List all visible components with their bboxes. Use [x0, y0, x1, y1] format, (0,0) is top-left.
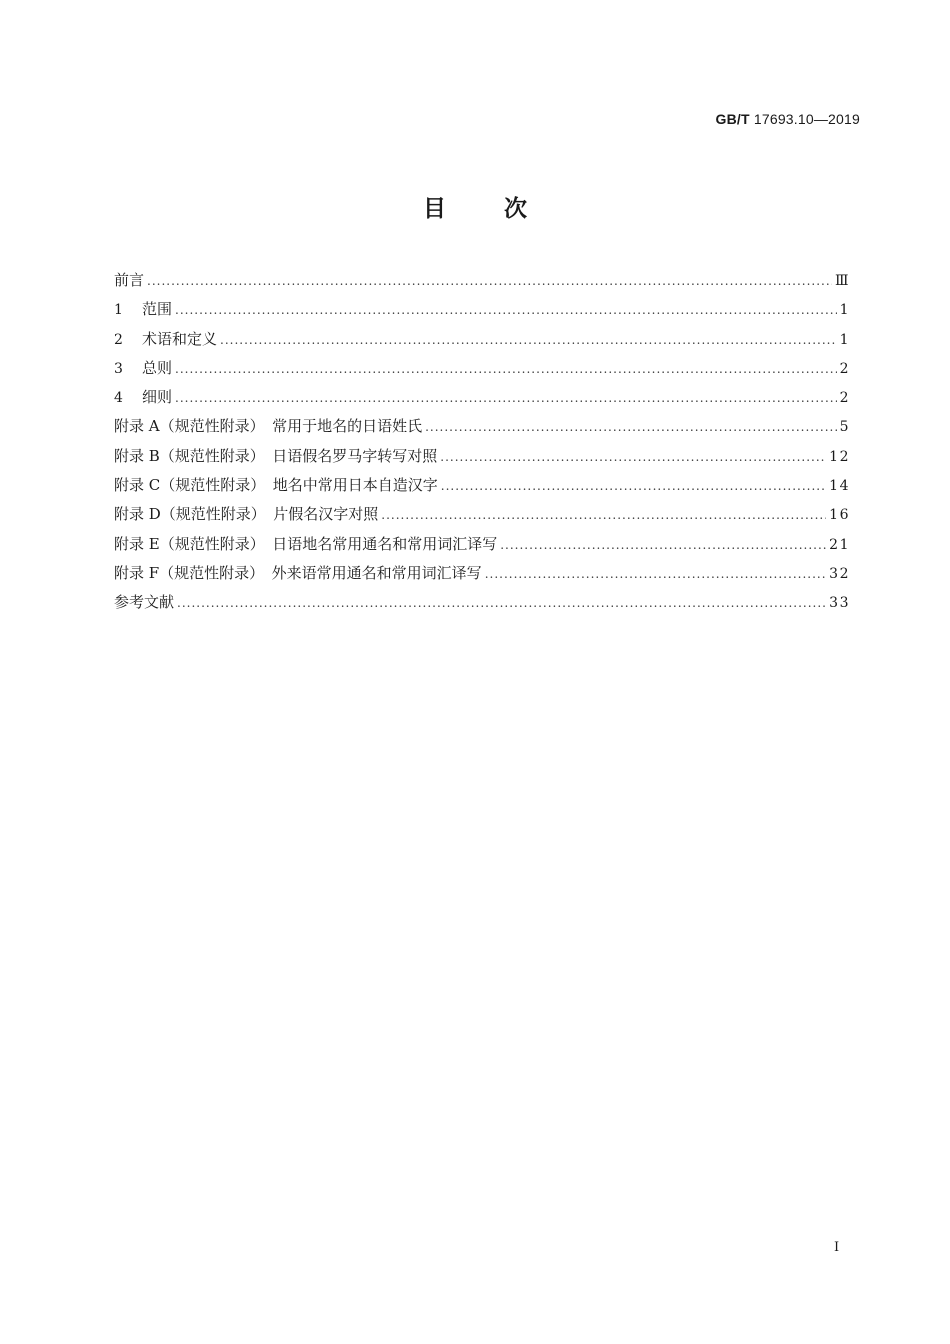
toc-entry-number: 4	[114, 390, 123, 407]
toc-entry-page: 12	[829, 448, 850, 465]
toc-entry-scope[interactable]	[114, 295, 850, 324]
standard-code	[716, 111, 860, 127]
toc-dot-leader	[425, 413, 836, 442]
toc-entry-page: 16	[829, 507, 850, 524]
toc-entry-label: 前言	[114, 271, 145, 289]
toc-dot-leader	[175, 296, 837, 325]
toc-entry-label: 附录 F（规范性附录） 外来语常用通名和常用词汇译写	[114, 563, 482, 582]
toc-dot-leader	[147, 267, 832, 296]
toc-entry-page: 1	[839, 331, 850, 348]
toc-entry-terms[interactable]	[114, 325, 850, 354]
table-of-contents	[114, 266, 850, 618]
toc-entry-page: 5	[839, 419, 850, 436]
toc-dot-leader	[485, 560, 826, 589]
toc-dot-leader	[175, 384, 837, 413]
toc-entry-annex-a[interactable]	[114, 412, 850, 441]
toc-entry-page: Ⅲ	[834, 273, 850, 289]
toc-entry-page: 1	[839, 302, 850, 319]
toc-entry-annex-d[interactable]	[114, 500, 850, 529]
toc-entry-general[interactable]	[114, 354, 850, 383]
toc-entry-label: 附录 A（规范性附录） 常用于地名的日语姓氏	[114, 417, 423, 436]
toc-entry-annex-b[interactable]	[114, 442, 850, 471]
toc-entry-label: 附录 E（规范性附录） 日语地名常用通名和常用词汇译写	[114, 534, 498, 553]
toc-entry-title: 总则	[142, 358, 173, 377]
toc-entry-details[interactable]	[114, 383, 850, 412]
toc-entry-page: 32	[829, 565, 850, 582]
toc-dot-leader	[440, 443, 826, 472]
toc-entry-number: 3	[114, 360, 123, 377]
toc-entry-label	[114, 295, 172, 325]
toc-entry-label: 附录 D（规范性附录） 片假名汉字对照	[114, 505, 379, 524]
page-number: I	[834, 1240, 840, 1255]
toc-dot-leader	[500, 531, 826, 560]
toc-entry-annex-c[interactable]	[114, 471, 850, 500]
toc-entry-bibliography[interactable]	[114, 588, 850, 617]
toc-entry-page: 33	[829, 595, 850, 612]
toc-entry-page: 2	[839, 390, 850, 407]
toc-entry-label: 附录 C（规范性附录） 地名中常用日本自造汉字	[114, 476, 438, 495]
toc-entry-title: 细则	[142, 388, 173, 407]
toc-entry-annex-e[interactable]	[114, 530, 850, 559]
toc-entry-page: 2	[839, 360, 850, 377]
toc-entry-label	[114, 383, 172, 413]
toc-entry-title: 范围	[142, 300, 173, 319]
toc-entry-title: 术语和定义	[142, 329, 218, 348]
toc-dot-leader	[177, 589, 826, 618]
standard-prefix: GB/T	[715, 111, 750, 127]
toc-entry-page: 21	[829, 536, 850, 553]
toc-entry-annex-f[interactable]	[114, 559, 850, 588]
toc-entry-foreword[interactable]	[114, 266, 850, 295]
toc-title: 目次	[423, 196, 585, 222]
toc-dot-leader	[381, 501, 826, 530]
toc-entry-label: 附录 B（规范性附录） 日语假名罗马字转写对照	[114, 446, 438, 465]
toc-entry-label	[114, 325, 217, 355]
toc-dot-leader	[220, 326, 837, 355]
standard-number: 17693.10—2019	[753, 111, 860, 127]
toc-entry-page: 14	[829, 478, 850, 495]
toc-entry-label: 参考文献	[114, 593, 175, 612]
toc-entry-number: 2	[114, 331, 123, 348]
toc-entry-label	[114, 354, 172, 384]
toc-dot-leader	[175, 355, 837, 384]
toc-dot-leader	[441, 472, 826, 501]
toc-entry-number: 1	[114, 302, 123, 319]
